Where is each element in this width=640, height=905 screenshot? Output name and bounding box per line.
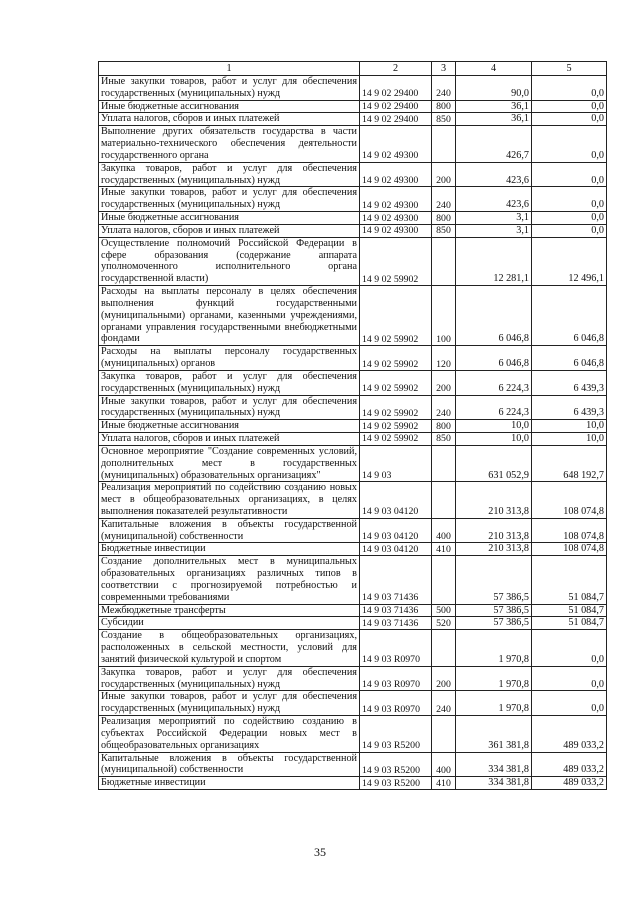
table-row bbox=[99, 126, 607, 162]
row-code: 14 9 03 R5200 bbox=[360, 752, 432, 777]
row-code: 14 9 02 29400 bbox=[360, 113, 432, 126]
row-amount-col5: 489 033,2 bbox=[532, 777, 607, 790]
row-amount-col5: 51 084,7 bbox=[532, 556, 607, 604]
row-amount-col4: 361 381,8 bbox=[456, 716, 532, 752]
row-name: Уплата налогов, сборов и иных платежей bbox=[99, 113, 360, 126]
row-expense-type: 410 bbox=[432, 777, 456, 790]
row-name: Создание дополнительных мест в муниципальных образовательных организациях различных типов в соответствии с прогнозируемой потребностью и современными требованиями bbox=[99, 556, 360, 604]
row-amount-col4: 90,0 bbox=[456, 76, 532, 101]
row-expense-type: 400 bbox=[432, 518, 456, 543]
row-amount-col5: 0,0 bbox=[532, 76, 607, 101]
row-amount-col4: 210 313,8 bbox=[456, 543, 532, 556]
row-amount-col4: 1 970,8 bbox=[456, 691, 532, 716]
header-col-3: 3 bbox=[432, 62, 456, 76]
row-amount-col5: 0,0 bbox=[532, 113, 607, 126]
row-expense-type: 240 bbox=[432, 76, 456, 101]
row-expense-type: 200 bbox=[432, 666, 456, 691]
row-amount-col5: 12 496,1 bbox=[532, 237, 607, 285]
row-amount-col5: 0,0 bbox=[532, 187, 607, 212]
row-name: Реализация мероприятий по содействию созданию новых мест в общеобразовательных организациях, в целях выполнения показателей результативности bbox=[99, 482, 360, 518]
row-name: Субсидии bbox=[99, 617, 360, 630]
row-amount-col5: 0,0 bbox=[532, 162, 607, 187]
row-code: 14 9 02 29400 bbox=[360, 76, 432, 101]
row-expense-type: 100 bbox=[432, 286, 456, 346]
row-name: Реализация мероприятий по содействию созданию в субъектах Российской Федерации новых мест в общеобразовательных организациях bbox=[99, 716, 360, 752]
row-amount-col4: 57 386,5 bbox=[456, 556, 532, 604]
row-code: 14 9 03 bbox=[360, 445, 432, 481]
row-amount-col4: 3,1 bbox=[456, 212, 532, 225]
row-code: 14 9 02 49300 bbox=[360, 224, 432, 237]
row-code: 14 9 03 R0970 bbox=[360, 630, 432, 666]
table-row bbox=[99, 237, 607, 285]
row-name: Бюджетные инвестиции bbox=[99, 543, 360, 556]
row-amount-col5: 51 084,7 bbox=[532, 617, 607, 630]
row-expense-type bbox=[432, 237, 456, 285]
row-name: Капитальные вложения в объекты государственной (муниципальной) собственности bbox=[99, 752, 360, 777]
row-expense-type: 800 bbox=[432, 420, 456, 433]
row-name: Иные закупки товаров, работ и услуг для обеспечения государственных (муниципальных) нужд bbox=[99, 76, 360, 101]
row-expense-type: 500 bbox=[432, 604, 456, 617]
row-amount-col5: 6 439,3 bbox=[532, 370, 607, 395]
table-row bbox=[99, 113, 607, 126]
row-expense-type bbox=[432, 630, 456, 666]
table-body bbox=[99, 76, 607, 790]
row-amount-col5: 108 074,8 bbox=[532, 482, 607, 518]
row-amount-col4: 210 313,8 bbox=[456, 482, 532, 518]
row-name: Иные закупки товаров, работ и услуг для обеспечения государственных (муниципальных) нужд bbox=[99, 691, 360, 716]
row-amount-col5: 0,0 bbox=[532, 126, 607, 162]
row-name: Уплата налогов, сборов и иных платежей bbox=[99, 224, 360, 237]
table-row bbox=[99, 212, 607, 225]
row-amount-col5: 0,0 bbox=[532, 666, 607, 691]
row-amount-col4: 426,7 bbox=[456, 126, 532, 162]
row-name: Закупка товаров, работ и услуг для обеспечения государственных (муниципальных) нужд bbox=[99, 666, 360, 691]
table-row bbox=[99, 556, 607, 604]
row-name: Иные бюджетные ассигнования bbox=[99, 100, 360, 113]
row-name: Расходы на выплаты персоналу в целях обеспечения выполнения функций государственными (муниципальными) органами, казенными учреждениями, органами управления государственными внебюджетными фондами bbox=[99, 286, 360, 346]
row-amount-col4: 36,1 bbox=[456, 113, 532, 126]
row-code: 14 9 03 71436 bbox=[360, 604, 432, 617]
header-col-4: 4 bbox=[456, 62, 532, 76]
row-name: Межбюджетные трансферты bbox=[99, 604, 360, 617]
row-expense-type: 120 bbox=[432, 346, 456, 371]
row-amount-col4: 210 313,8 bbox=[456, 518, 532, 543]
row-amount-col4: 6 224,3 bbox=[456, 395, 532, 420]
row-name: Иные закупки товаров, работ и услуг для обеспечения государственных (муниципальных) нужд bbox=[99, 187, 360, 212]
row-amount-col4: 57 386,5 bbox=[456, 617, 532, 630]
row-expense-type: 200 bbox=[432, 370, 456, 395]
row-amount-col4: 6 224,3 bbox=[456, 370, 532, 395]
row-amount-col5: 10,0 bbox=[532, 433, 607, 446]
table-row bbox=[99, 716, 607, 752]
table-row bbox=[99, 224, 607, 237]
table-row bbox=[99, 395, 607, 420]
row-amount-col4: 6 046,8 bbox=[456, 346, 532, 371]
row-expense-type: 800 bbox=[432, 212, 456, 225]
table-row bbox=[99, 518, 607, 543]
header-col-1: 1 bbox=[99, 62, 360, 76]
row-code: 14 9 02 59902 bbox=[360, 237, 432, 285]
row-code: 14 9 02 29400 bbox=[360, 100, 432, 113]
table-row bbox=[99, 370, 607, 395]
row-name: Иные закупки товаров, работ и услуг для обеспечения государственных (муниципальных) нужд bbox=[99, 395, 360, 420]
table-row bbox=[99, 420, 607, 433]
row-amount-col5: 108 074,8 bbox=[532, 518, 607, 543]
row-expense-type bbox=[432, 556, 456, 604]
row-name: Уплата налогов, сборов и иных платежей bbox=[99, 433, 360, 446]
row-expense-type bbox=[432, 126, 456, 162]
row-expense-type bbox=[432, 716, 456, 752]
row-amount-col4: 57 386,5 bbox=[456, 604, 532, 617]
row-name: Осуществление полномочий Российской Федерации в сфере образования (содержание аппарата уполномоченного исполнительного органа государственной власти) bbox=[99, 237, 360, 285]
row-amount-col5: 51 084,7 bbox=[532, 604, 607, 617]
row-code: 14 9 02 49300 bbox=[360, 212, 432, 225]
row-expense-type: 800 bbox=[432, 100, 456, 113]
row-amount-col4: 10,0 bbox=[456, 420, 532, 433]
row-amount-col5: 0,0 bbox=[532, 224, 607, 237]
row-amount-col4: 1 970,8 bbox=[456, 666, 532, 691]
row-code: 14 9 03 R0970 bbox=[360, 691, 432, 716]
table-row bbox=[99, 691, 607, 716]
table-row bbox=[99, 445, 607, 481]
table-row bbox=[99, 482, 607, 518]
row-code: 14 9 03 04120 bbox=[360, 518, 432, 543]
row-name: Основное мероприятие "Создание современных условий, дополнительных мест в государственных (муниципальных) образовательных организациях" bbox=[99, 445, 360, 481]
row-amount-col4: 631 052,9 bbox=[456, 445, 532, 481]
row-code: 14 9 02 49300 bbox=[360, 187, 432, 212]
row-amount-col4: 423,6 bbox=[456, 187, 532, 212]
row-expense-type: 240 bbox=[432, 187, 456, 212]
header-col-2: 2 bbox=[360, 62, 432, 76]
row-name: Иные бюджетные ассигнования bbox=[99, 420, 360, 433]
row-amount-col5: 0,0 bbox=[532, 630, 607, 666]
table-row bbox=[99, 752, 607, 777]
row-amount-col5: 0,0 bbox=[532, 100, 607, 113]
row-amount-col4: 423,6 bbox=[456, 162, 532, 187]
row-code: 14 9 02 49300 bbox=[360, 126, 432, 162]
row-expense-type: 240 bbox=[432, 395, 456, 420]
row-code: 14 9 02 59902 bbox=[360, 370, 432, 395]
row-amount-col4: 36,1 bbox=[456, 100, 532, 113]
table-row bbox=[99, 286, 607, 346]
row-name: Создание в общеобразовательных организациях, расположенных в сельской местности, условий для занятий физической культурой и спортом bbox=[99, 630, 360, 666]
row-amount-col5: 6 439,3 bbox=[532, 395, 607, 420]
row-amount-col4: 10,0 bbox=[456, 433, 532, 446]
row-code: 14 9 03 71436 bbox=[360, 556, 432, 604]
table-row bbox=[99, 617, 607, 630]
table-row bbox=[99, 162, 607, 187]
row-expense-type bbox=[432, 482, 456, 518]
row-expense-type: 850 bbox=[432, 113, 456, 126]
table-header bbox=[99, 62, 607, 76]
row-expense-type: 850 bbox=[432, 224, 456, 237]
row-name: Расходы на выплаты персоналу государственных (муниципальных) органов bbox=[99, 346, 360, 371]
row-expense-type: 410 bbox=[432, 543, 456, 556]
row-name: Закупка товаров, работ и услуг для обеспечения государственных (муниципальных) нужд bbox=[99, 370, 360, 395]
row-expense-type: 520 bbox=[432, 617, 456, 630]
row-expense-type: 400 bbox=[432, 752, 456, 777]
row-amount-col4: 334 381,8 bbox=[456, 777, 532, 790]
page-number: 35 bbox=[314, 845, 326, 859]
table-row bbox=[99, 187, 607, 212]
table-row bbox=[99, 433, 607, 446]
row-amount-col4: 1 970,8 bbox=[456, 630, 532, 666]
row-amount-col4: 334 381,8 bbox=[456, 752, 532, 777]
row-expense-type bbox=[432, 445, 456, 481]
table-row bbox=[99, 604, 607, 617]
table-row bbox=[99, 666, 607, 691]
row-amount-col5: 648 192,7 bbox=[532, 445, 607, 481]
row-amount-col5: 489 033,2 bbox=[532, 752, 607, 777]
row-name: Капитальные вложения в объекты государственной (муниципальной) собственности bbox=[99, 518, 360, 543]
row-amount-col4: 12 281,1 bbox=[456, 237, 532, 285]
row-code: 14 9 02 49300 bbox=[360, 162, 432, 187]
table-row bbox=[99, 630, 607, 666]
header-col-5: 5 bbox=[532, 62, 607, 76]
row-amount-col5: 489 033,2 bbox=[532, 716, 607, 752]
row-expense-type: 240 bbox=[432, 691, 456, 716]
table-row bbox=[99, 346, 607, 371]
row-name: Закупка товаров, работ и услуг для обеспечения государственных (муниципальных) нужд bbox=[99, 162, 360, 187]
row-amount-col5: 0,0 bbox=[532, 691, 607, 716]
row-code: 14 9 03 R0970 bbox=[360, 666, 432, 691]
row-amount-col5: 108 074,8 bbox=[532, 543, 607, 556]
row-expense-type: 200 bbox=[432, 162, 456, 187]
table-row bbox=[99, 777, 607, 790]
row-code: 14 9 03 R5200 bbox=[360, 716, 432, 752]
row-name: Бюджетные инвестиции bbox=[99, 777, 360, 790]
row-code: 14 9 02 59902 bbox=[360, 286, 432, 346]
row-code: 14 9 03 04120 bbox=[360, 543, 432, 556]
row-name: Выполнение других обязательств государства в части материально-технического обеспечения деятельности государственного органа bbox=[99, 126, 360, 162]
row-code: 14 9 03 71436 bbox=[360, 617, 432, 630]
row-code: 14 9 03 04120 bbox=[360, 482, 432, 518]
row-amount-col4: 3,1 bbox=[456, 224, 532, 237]
row-expense-type: 850 bbox=[432, 433, 456, 446]
row-code: 14 9 02 59902 bbox=[360, 395, 432, 420]
row-code: 14 9 02 59902 bbox=[360, 420, 432, 433]
row-code: 14 9 02 59902 bbox=[360, 433, 432, 446]
row-code: 14 9 03 R5200 bbox=[360, 777, 432, 790]
header-row bbox=[99, 62, 607, 76]
table-row bbox=[99, 543, 607, 556]
row-amount-col4: 6 046,8 bbox=[456, 286, 532, 346]
row-name: Иные бюджетные ассигнования bbox=[99, 212, 360, 225]
row-amount-col5: 6 046,8 bbox=[532, 286, 607, 346]
row-amount-col5: 6 046,8 bbox=[532, 346, 607, 371]
row-amount-col5: 0,0 bbox=[532, 212, 607, 225]
table-row bbox=[99, 76, 607, 101]
row-amount-col5: 10,0 bbox=[532, 420, 607, 433]
budget-table bbox=[98, 61, 607, 790]
row-code: 14 9 02 59902 bbox=[360, 346, 432, 371]
table-row bbox=[99, 100, 607, 113]
